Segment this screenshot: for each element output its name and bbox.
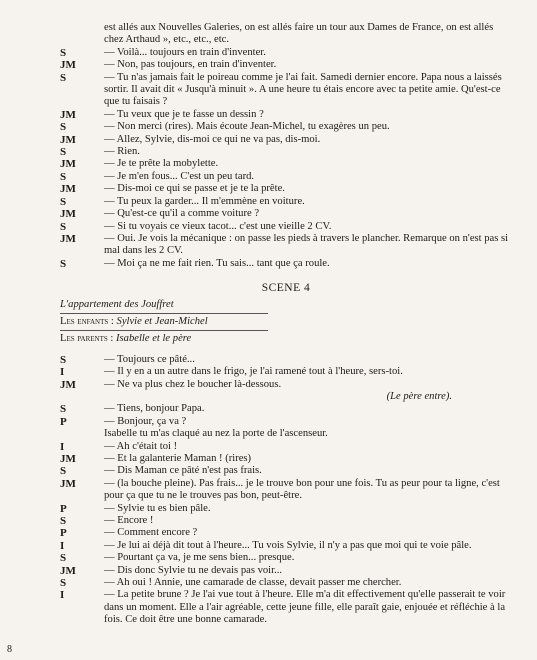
- dialogue-line: [60, 134, 512, 146]
- play-text: [60, 22, 512, 627]
- dialogue-line: [60, 158, 512, 170]
- dialogue-text: est allés aux Nouvelles Galeries, on est allés faire un tour aux Dames de France, on est allés chez Arthaud », etc., etc., etc.: [104, 22, 494, 46]
- cast-label: Les enfants :: [60, 315, 114, 327]
- dialogue-text: — Il y en a un autre dans le frigo, je l'ai ramené tout à l'heure, sers-toi.: [104, 366, 403, 378]
- dialogue-line: [60, 183, 512, 195]
- dialogue-text: — Tu peux la garder... Il m'emmène en voiture.: [104, 195, 305, 207]
- speaker-label: P: [60, 527, 67, 540]
- speaker-label: P: [60, 502, 67, 515]
- dialogue-text: — Comment encore ?: [104, 527, 198, 539]
- dialogue-line: [60, 109, 512, 121]
- divider: [60, 330, 268, 331]
- scene-setting: L'appartement des Jouffret: [60, 298, 174, 310]
- dialogue-text: — Pourtant ça va, je me sens bien... presque.: [104, 552, 295, 564]
- dialogue-text: — Ah c'était toi !: [104, 440, 178, 452]
- continuation-line: [60, 22, 512, 47]
- speaker-label: S: [60, 220, 67, 233]
- speaker-label: S: [60, 71, 67, 84]
- speaker-label: S: [60, 353, 67, 366]
- dialogue-line: [60, 465, 512, 477]
- speaker-label: S: [60, 403, 67, 416]
- dialogue-text: — Non merci (rires). Mais écoute Jean-Michel, tu exagères un peu.: [104, 121, 390, 133]
- dialogue-line: [60, 478, 512, 503]
- dialogue-text: — Si tu voyais ce vieux tacot... c'est une vieille 2 CV.: [104, 220, 332, 232]
- speaker-label: JM: [60, 564, 76, 577]
- speaker-label: JM: [60, 208, 76, 221]
- speaker-label: JM: [60, 183, 76, 196]
- speaker-label: I: [60, 366, 65, 379]
- dialogue-line: [60, 403, 512, 415]
- speaker-label: P: [60, 415, 67, 428]
- dialogue-line: [60, 552, 512, 564]
- dialogue-text: — Toujours ce pâté...: [104, 353, 195, 365]
- dialogue-text: — La petite brune ? Je l'ai vue tout à l'heure. Elle m'a dit effectivement qu'elle passerait te voir dans un moment. Elle a l'air agréable, cette jeune fille, elle paraît gaie, enjouée et réfléchie à la fois. Ce doit être une bonne camarade.: [104, 589, 506, 626]
- dialogue-line: [60, 565, 512, 577]
- dialogue-line: [60, 503, 512, 515]
- speaker-label: JM: [60, 133, 76, 146]
- dialogue-text: — Ne va plus chez le boucher là-dessous.: [104, 378, 282, 390]
- dialogue-line: [60, 515, 512, 527]
- speaker-label: S: [60, 515, 67, 528]
- dialogue-text: — Oui. Je vois la mécanique : on passe les pieds à travers le plancher. Remarque on n'est pas si mal dans les 2 CV.: [104, 232, 509, 257]
- dialogue-line: [60, 379, 512, 391]
- speaker-label: JM: [60, 232, 76, 245]
- dialogue-line: [60, 453, 512, 465]
- dialogue-text: — Qu'est-ce qu'il a comme voiture ?: [104, 208, 260, 220]
- dialogue-line: [60, 221, 512, 233]
- dialogue-text: — Non, pas toujours, en train d'inventer.: [104, 59, 277, 71]
- dialogue-line: [60, 416, 512, 428]
- dialogue-line: [60, 441, 512, 453]
- dialogue-line: [60, 47, 512, 59]
- dialogue-text: — Je m'en fous... C'est un peu tard.: [104, 170, 255, 182]
- dialogue-text: — Encore !: [104, 515, 154, 527]
- dialogue-text: — Voilà... toujours en train d'inventer.: [104, 46, 266, 58]
- dialogue-text: — Moi ça ne me fait rien. Tu sais... tant que ça roule.: [104, 257, 330, 269]
- dialogue-text: — Bonjour, ça va ?: [104, 415, 187, 427]
- speaker-label: [60, 428, 104, 440]
- speaker-label: I: [60, 440, 65, 453]
- cast-line: [60, 333, 512, 345]
- dialogue-text: — Ah oui ! Annie, une camarade de classe, devait passer me chercher.: [104, 577, 402, 589]
- speaker-label: S: [60, 257, 67, 270]
- dialogue-part-1: [60, 47, 512, 270]
- speaker-label: JM: [60, 378, 76, 391]
- dialogue-text: — Sylvie tu es bien pâle.: [104, 502, 211, 514]
- page-number: 8: [7, 644, 12, 655]
- dialogue-line: [60, 171, 512, 183]
- dialogue-line: [60, 59, 512, 71]
- dialogue-line: [60, 208, 512, 220]
- dialogue-part-2: [60, 354, 512, 627]
- cast-line: [60, 316, 512, 328]
- speaker-label: I: [60, 589, 65, 602]
- speaker-label: JM: [60, 59, 76, 72]
- dialogue-text: — Tu veux que je te fasse un dessin ?: [104, 108, 264, 120]
- speaker-label: S: [60, 170, 67, 183]
- dialogue-text: Isabelle tu m'as claqué au nez la porte de l'ascenseur.: [104, 428, 328, 440]
- dialogue-text: — Tiens, bonjour Papa.: [104, 403, 205, 415]
- dialogue-line: [60, 258, 512, 270]
- dialogue-line: [60, 196, 512, 208]
- dialogue-line: [60, 577, 512, 589]
- speaker-label: S: [60, 577, 67, 590]
- dialogue-line: [60, 146, 512, 158]
- speaker-label: S: [60, 146, 67, 159]
- dialogue-line: [60, 121, 512, 133]
- dialogue-text: — Dis donc Sylvie tu ne devais pas voir...: [104, 564, 283, 576]
- dialogue-line: [60, 527, 512, 539]
- dialogue-text: — Dis Maman ce pâté n'est pas frais.: [104, 465, 262, 477]
- speaker-label: S: [60, 465, 67, 478]
- divider: [60, 313, 268, 314]
- speaker-label: JM: [60, 477, 76, 490]
- dialogue-text: — Rien.: [104, 146, 140, 158]
- spacer: [60, 346, 512, 354]
- dialogue-text: — Dis-moi ce qui se passe et je te la prête.: [104, 183, 285, 195]
- cast-names: Sylvie et Jean-Michel: [116, 315, 208, 327]
- speaker-label: JM: [60, 108, 76, 121]
- dialogue-text: — Je lui ai déjà dit tout à l'heure... Tu vois Sylvie, il n'y a pas que moi qui te voie pâle.: [104, 539, 472, 551]
- cast-names: Isabelle et le père: [116, 333, 192, 345]
- speaker-label: S: [60, 195, 67, 208]
- speaker-label: JM: [60, 158, 76, 171]
- dialogue-line: [60, 428, 512, 440]
- speaker-label: S: [60, 552, 67, 565]
- dialogue-text: — Allez, Sylvie, dis-moi ce qui ne va pas, dis-moi.: [104, 133, 321, 145]
- dialogue-text: — Et la galanterie Maman ! (rires): [104, 453, 252, 464]
- speaker-label: JM: [60, 453, 76, 465]
- dialogue-text: — (la bouche pleine). Pas frais... je le trouve bon pour une fois. Tu as peur pour ta ligne, c'est pour ça que tu ne le trouves pas bon, peut-être.: [104, 477, 500, 502]
- dialogue-line: [60, 366, 512, 378]
- scene-title: SCENE 4: [261, 282, 311, 295]
- dialogue-line: [60, 589, 512, 626]
- speaker-label: I: [60, 539, 65, 552]
- dialogue-line: [60, 233, 512, 258]
- stage-direction: (Le père entre).: [386, 390, 452, 402]
- dialogue-text: — Tu n'as jamais fait le poireau comme je l'ai fait. Samedi dernier encore. Papa nous a laissés sortir. Il avait dit « Jusqu'à minuit ». A une heure tu étais encore avec ta petite amie. Qu'est-ce que tu faisais ?: [104, 71, 502, 108]
- speaker-label: S: [60, 121, 67, 134]
- dialogue-line: [60, 540, 512, 552]
- dialogue-line: [60, 72, 512, 109]
- cast-label: Les parents :: [60, 333, 114, 345]
- speaker-label: S: [60, 46, 67, 59]
- dialogue-text: — Je te prête la mobylette.: [104, 158, 219, 170]
- dialogue-line: [60, 354, 512, 366]
